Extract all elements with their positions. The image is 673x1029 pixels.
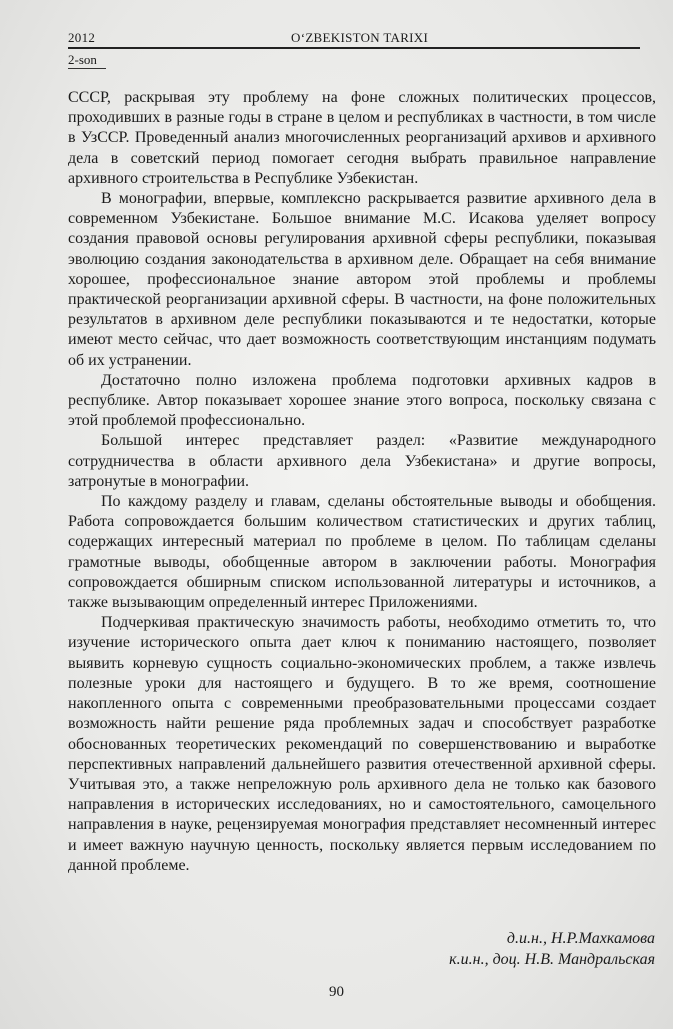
paragraph: Подчеркивая практическую значимость работы, необходимо отметить то, что изучение исторического опыта дает ключ к пониманию настоящего, позволяет выявить корневую сущность социально-экономических проблем, а также извлечь полезные уроки для настоящего и будущего. В то же время, соотношение накопленного опыта с современными преобразовательными процессами создает возможность найти решение ряда проблемных задач и способствует разработке обоснованных теоретических рекомендаций по совершенствованию и выработке перспективных направлений дальнейшего развития отечественной архивной сферы. Учитывая это, а также непреложную роль архивного дела не только как базового направления в исторических исследованиях, но и самостоятельного, самоцельного направления в науке, рецензируемая монография представляет несомненный интерес и имеет важную научную ценность, поскольку является первым исследованием по данной проблеме. [68,614,656,874]
paragraph: По каждому разделу и главам, сделаны обстоятельные выводы и обобщения. Работа сопровождается большим количеством статистических и других таблиц, содержащих интересный материал по проблеме в целом. По таблицам сделаны грамотные выводы, обобщенные автором в заключении работы. Монография сопровождается обширным списком использованной литературы и источников, а также вызывающим определенный интерес Приложениями. [68,493,656,612]
running-header [68,30,640,48]
header-rule [68,47,640,49]
header-journal-title: O‘ZBEKISTON TARIXI [291,30,429,45]
page-number: 90 [329,984,344,1000]
issue-rule [68,68,106,69]
paragraph: В монографии, впервые, комплексно раскрывается развитие архивного дела в современном Узбекистане. Большое внимание М.С. Исакова уделяет вопросу создания правовой основы регулирования архивной сферы республики, показывая эволюцию создания законодательства в архивном деле. Обращает на себя внимание хорошее, профессиональное знание автором этой проблемы и проблемы практической реорганизации архивной сферы. В частности, на фоне положительных результатов в архивном деле республики показываются и те недостатки, которые имеют место сейчас, что дает возможность соответствующим инстанциям подумать об их устранении. [68,190,656,369]
reviewer-signature: д.и.н., Н.Р.Махкамова [506,930,655,947]
header-year: 2012 [68,30,96,45]
paragraph: СССР, раскрывая эту проблему на фоне сложных политических процессов, проходивших в разные годы в стране в целом и республиках в частности, в том числе в УзССР. Проведенный анализ многочисленных реорганизаций архивов и архивного дела в советский период помогает сегодня выбрать правильное направление архивного строительства в Республике Узбекистан. [68,89,656,187]
article-body [68,88,656,876]
reviewer-signatures [449,929,655,970]
paragraph: Большой интерес представляет раздел: «Развитие международного сотрудничества в области архивного дела Узбекистана» и другие вопросы, затронутые в монографии. [68,432,656,490]
paragraph: Достаточно полно изложена проблема подготовки архивных кадров в республике. Автор показывает хорошее знание этого вопроса, поскольку связана с этой проблемой профессионально. [68,371,656,430]
reviewer-signature: к.и.н., доц. Н.В. Мандральская [449,950,655,968]
header-issue: 2-son [68,52,97,67]
